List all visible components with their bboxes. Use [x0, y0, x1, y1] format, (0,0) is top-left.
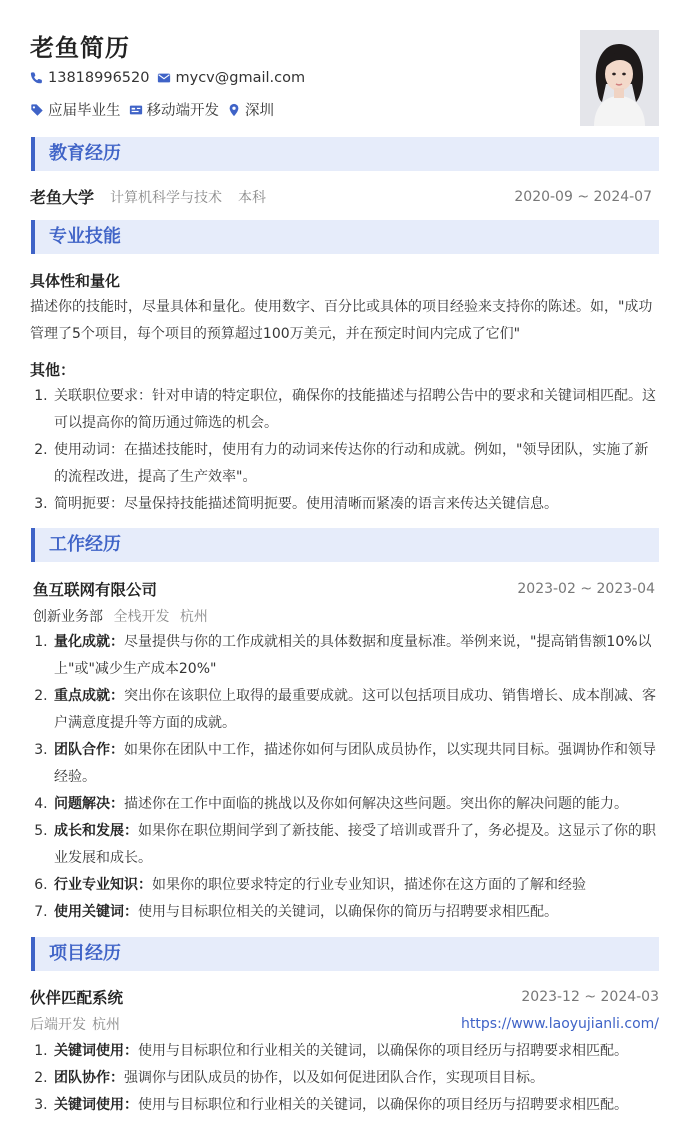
item-text: 描述你在工作中面临的挑战以及你如何解决这些问题。突出你的解决问题的能力。 [124, 796, 628, 812]
resume-title: 老鱼简历 [30, 34, 130, 62]
project-header [30, 986, 659, 1008]
project-role: 后端开发 [30, 1017, 86, 1033]
project-list [30, 1038, 658, 1119]
item-text: 如果你在职位期间学到了新技能、接受了培训或晋升了，务必提及。这显示了你的职业发展和成长。 [54, 823, 656, 866]
item-title: 重点成就： [54, 688, 124, 704]
department: 创新业务部 [33, 609, 103, 625]
list-item [52, 1092, 658, 1119]
work-list [30, 629, 658, 926]
item-text: 尽量提供与你的工作成就相关的具体数据和度量标准。举例来说，"提高销售额10%以上"或"减少生产成本20%" [54, 634, 652, 677]
major: 计算机科学与技术 [110, 189, 223, 206]
list-item [52, 899, 658, 926]
item-text: 使用与目标职位相关的关键词，以确保你的简历与招聘要求相匹配。 [138, 904, 558, 920]
project-date: 2023-12 ~ 2024-03 [521, 989, 659, 1005]
item-title: 使用关键词： [54, 904, 138, 920]
list-item [52, 1065, 658, 1092]
skills-paragraph: 描述你的技能时，尽量具体和量化。使用数字、百分比或具体的项目经验来支持你的陈述。如，"成功管理了5个项目，每个项目的预算超过100万美元，并在预定时间内完成了它们" [30, 299, 653, 342]
section-work: 工作经历 [31, 528, 659, 562]
role-item [129, 99, 220, 120]
job-status: 应届毕业生 [48, 103, 121, 119]
list-item [52, 1038, 658, 1065]
education-entry [30, 185, 652, 208]
school-name: 老鱼大学 [30, 188, 95, 207]
job-details [33, 606, 208, 626]
job-header [33, 578, 655, 600]
item-text: 使用与目标职位和行业相关的关键词，以确保你的项目经历与招聘要求相匹配。 [138, 1097, 628, 1113]
project-city: 杭州 [92, 1017, 120, 1033]
skills-list [30, 383, 658, 518]
item-text: 使用与目标职位和行业相关的关键词，以确保你的项目经历与招聘要求相匹配。 [138, 1043, 628, 1059]
list-item: 3. 简明扼要：尽量保持技能描述简明扼要。使用清晰而紧凑的语言来传达关键信息。 [52, 491, 658, 518]
contact-row [30, 70, 313, 86]
email-contact [157, 70, 305, 86]
phone-number: 13818996520 [48, 70, 150, 86]
item-text: 突出你在该职位上取得的最重要成就。这可以包括项目成功、销售增长、成本削减、客户满意度提升等方面的成就。 [54, 688, 656, 731]
list-item [52, 737, 658, 791]
item-title: 团队协作： [54, 1070, 124, 1086]
id-card-icon [129, 103, 143, 117]
skills-subheading-1: 具体性和量化 [30, 272, 121, 290]
item-text: 如果你在团队中工作，描述你如何与团队成员协作，以实现共同目标。强调协作和领导经验。 [54, 742, 656, 785]
email-address: mycv@gmail.com [175, 70, 306, 86]
job-position: 全栈开发 [113, 609, 170, 625]
item-title: 关键词使用： [54, 1043, 138, 1059]
job-city: 杭州 [179, 609, 208, 625]
company-name: 鱼互联网有限公司 [33, 581, 158, 599]
list-item: 1. 关联职位要求：针对申请的特定职位，确保你的技能描述与招聘公告中的要求和关键词相匹配。这可以提高你的简历通过筛选的机会。 [52, 383, 658, 437]
item-title: 团队合作： [54, 742, 124, 758]
profile-row [30, 99, 282, 120]
skills-subheading-2: 其他： [30, 361, 76, 379]
target-role: 移动端开发 [146, 103, 219, 119]
phone-contact [30, 70, 149, 86]
section-education: 教育经历 [31, 137, 659, 171]
project-name: 伙伴匹配系统 [30, 989, 124, 1007]
list-item [52, 872, 658, 899]
portrait-image [580, 30, 659, 126]
section-skills: 专业技能 [31, 220, 659, 254]
education-date: 2020-09 ~ 2024-07 [514, 188, 652, 205]
list-item [52, 818, 658, 872]
tag-icon [30, 103, 44, 117]
item-text: 强调你与团队成员的协作，以及如何促进团队合作，实现项目目标。 [124, 1070, 544, 1086]
phone-icon [30, 71, 44, 85]
status-item [30, 99, 121, 120]
list-item [52, 791, 658, 818]
location-pin-icon [227, 103, 241, 117]
mail-icon [157, 71, 171, 85]
city-item [227, 99, 274, 120]
city: 深圳 [245, 103, 274, 119]
list-item [52, 629, 658, 683]
item-title: 关键词使用： [54, 1097, 138, 1113]
job-date: 2023-02 ~ 2023-04 [517, 581, 655, 597]
item-title: 行业专业知识： [54, 877, 152, 893]
project-details [30, 1014, 659, 1034]
item-title: 问题解决： [54, 796, 124, 812]
item-title: 成长和发展： [54, 823, 138, 839]
list-item: 2. 使用动词：在描述技能时，使用有力的动词来传达你的行动和成就。例如，"领导团队，实施了新的流程改进，提高了生产效率"。 [52, 437, 658, 491]
degree: 本科 [238, 189, 267, 206]
item-title: 量化成就： [54, 634, 124, 650]
item-text: 如果你的职位要求特定的行业专业知识，描述你在这方面的了解和经验 [152, 877, 586, 893]
profile-photo [580, 30, 659, 126]
section-projects: 项目经历 [31, 937, 659, 971]
project-link[interactable]: https://www.laoyujianli.com/ [461, 1016, 659, 1032]
list-item [52, 683, 658, 737]
